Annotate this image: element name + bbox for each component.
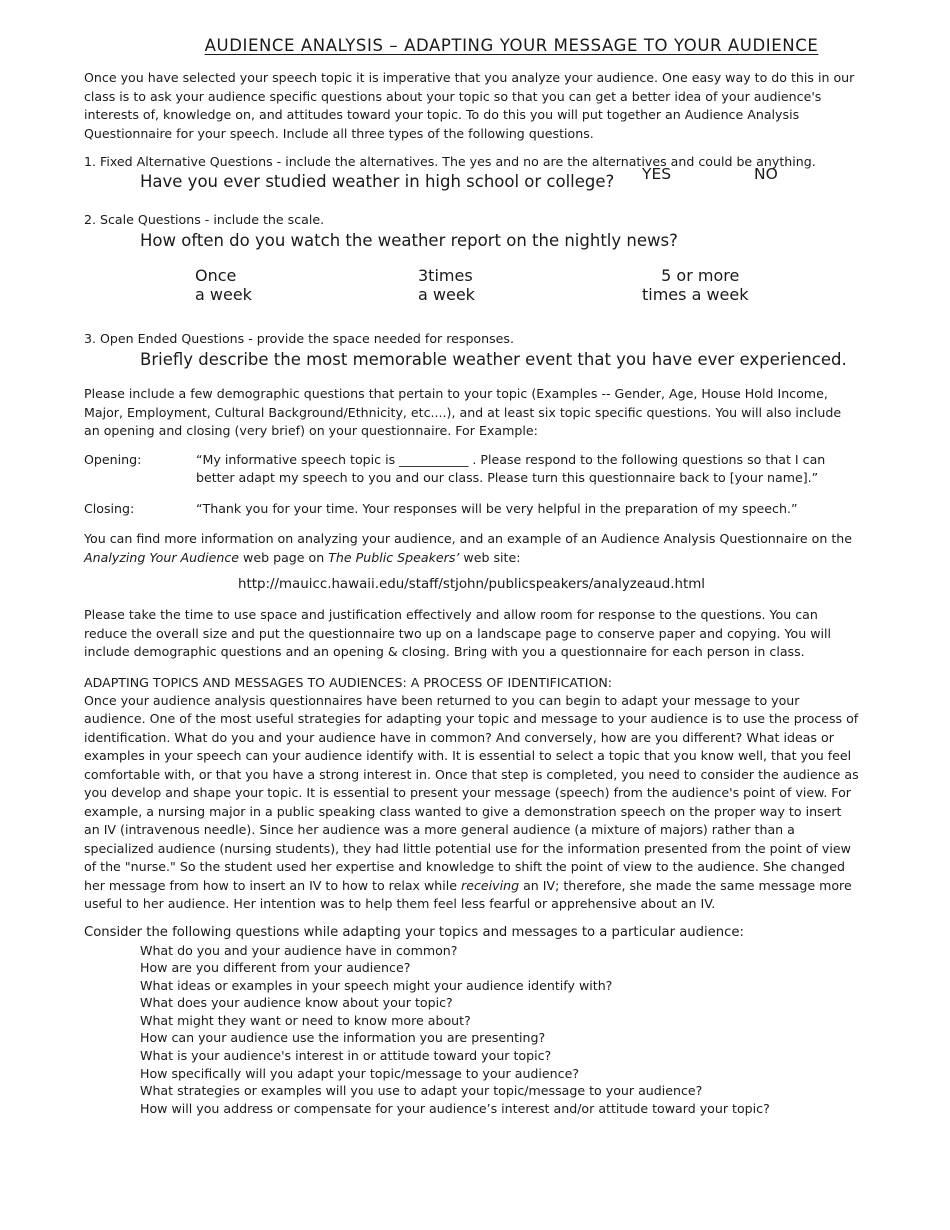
consider-question-list <box>84 942 859 1118</box>
intro-paragraph: Once you have selected your speech topic it is imperative that you analyze your audience. One easy way to do this in our class is to ask your audience specific questions about your topic so that you can get a better idea of your audience's interests of, knowledge on, and attitudes toward your topic. To do this you will put together an Audience Analysis Questionnaire for your speech. Include all three types of the following questions. <box>84 70 855 141</box>
q3-heading: 3. Open Ended Questions - provide the space needed for responses. <box>84 331 514 346</box>
page-name: Analyzing Your Audience <box>84 549 240 565</box>
adapting-heading: ADAPTING TOPICS AND MESSAGES TO AUDIENCES: A PROCESS OF IDENTIFICATION: <box>84 674 613 690</box>
q3-sample-question: Briefly describe the most memorable weather event that you have ever experienced. <box>140 350 847 369</box>
demographic-paragraph: Please include a few demographic questions that pertain to your topic (Examples -- Gender, Age, House Hold Income, Major, Employment, Cultural Background/Ethnicity, etc....), and at least six topic specific questions. You will also include an opening and closing (very brief) on your questionnaire. For Example: <box>84 386 842 438</box>
format-note-paragraph: Please take the time to use space and justification effectively and allow room for response to the questions. You can reduce the overall size and put the questionnaire two up on a landscape page to conserve paper and copying. You will include demographic questions and an opening & closing. Bring with you a questionnaire for each person in class. <box>84 607 832 659</box>
scale-options <box>84 266 859 308</box>
q2-sample-question: How often do you watch the weather report on the nightly news? <box>140 231 678 250</box>
fixed-alternative-section <box>84 153 859 197</box>
list-item: What strategies or examples will you use to adapt your topic/message to your audience? <box>140 1083 703 1099</box>
consider-heading: Consider the following questions while adapting your topics and messages to a particular audience: <box>84 924 744 940</box>
closing-label: Closing: <box>84 500 135 516</box>
site-name: The Public Speakers’ <box>328 549 460 565</box>
more-info-paragraph: You can find more information on analyzing your audience, and an example of an Audience Analysis Questionnaire on the Analyzing Your Audience web page on The Public Speakers’ web site: <box>84 531 853 565</box>
scale-option: 5 or more times a week <box>642 266 749 304</box>
opening-text: “My informative speech topic is ___________ . Please respond to the following questions so that I can better adapt my speech to you and our class. Please turn this questionnaire back to [your name].” <box>196 451 826 485</box>
list-item: How will you address or compensate for your audience’s interest and/or attitude toward your topic? <box>140 1100 770 1116</box>
list-item: How specifically will you adapt your topic/message to your audience? <box>140 1065 580 1081</box>
list-item: What do you and your audience have in common? <box>140 942 458 958</box>
q1-yes-option: YES <box>642 165 672 183</box>
list-item: What is your audience's interest in or attitude toward your topic? <box>140 1048 552 1064</box>
open-ended-section <box>84 330 859 371</box>
scale-section <box>84 211 859 308</box>
q1-heading: 1. Fixed Alternative Questions - include the alternatives. The yes and no are the alternatives and could be anything. <box>84 154 816 169</box>
scale-option: Once a week <box>195 266 252 304</box>
page-title: AUDIENCE ANALYSIS – ADAPTING YOUR MESSAGE TO YOUR AUDIENCE <box>204 36 819 55</box>
adapting-paragraph: Once your audience analysis questionnaires have been returned to you can begin to adapt your message to your audience. One of the most useful strategies for adapting your topic and message to your audience is to use the process of identification. What do you and your audience have in common? And conversely, how are you different? What ideas or examples in your speech can your audience identify with. It is essential to select a topic that you know well, that you feel comfortable with, or that you have a strong interest in. Once that step is completed, you need to consider the audience as you develop and shape your topic. It is essential to present your message (speech) from the audience's point of view. For example, a nursing major in a public speaking class wanted to give a demonstration speech on the proper way to insert an IV (intravenous needle). Since her audience was a more general audience (a mixture of majors) rather than a specialized audience (nursing students), they had little potential use for the information presented from the point of view of the "nurse." So the student used her expertise and knowledge to shift the point of view to the audience. She changed her message from how to insert an IV to how to relax while receiving an IV; therefore, she made the same message more useful to her audience. Her intention was to help them feel less fearful or apprehensive about an IV. <box>84 692 859 911</box>
q1-no-option: NO <box>754 165 778 183</box>
closing-example <box>84 500 859 519</box>
opening-label: Opening: <box>84 451 142 467</box>
list-item: How can your audience use the information you are presenting? <box>140 1030 546 1046</box>
q1-sample-question: Have you ever studied weather in high school or college? <box>140 172 615 191</box>
scale-option: 3times a week <box>418 266 475 304</box>
list-item: What ideas or examples in your speech might your audience identify with? <box>140 977 613 993</box>
document-page <box>84 36 859 1117</box>
list-item: How are you different from your audience? <box>140 960 411 976</box>
closing-text: “Thank you for your time. Your responses will be very helpful in the preparation of my speech.” <box>196 500 798 516</box>
opening-example <box>84 451 859 488</box>
list-item: What might they want or need to know more about? <box>140 1012 471 1028</box>
q2-heading: 2. Scale Questions - include the scale. <box>84 212 325 227</box>
list-item: What does your audience know about your topic? <box>140 995 453 1011</box>
resource-url: http://mauicc.hawaii.edu/staff/stjohn/publicspeakers/analyzeaud.html <box>237 577 706 592</box>
